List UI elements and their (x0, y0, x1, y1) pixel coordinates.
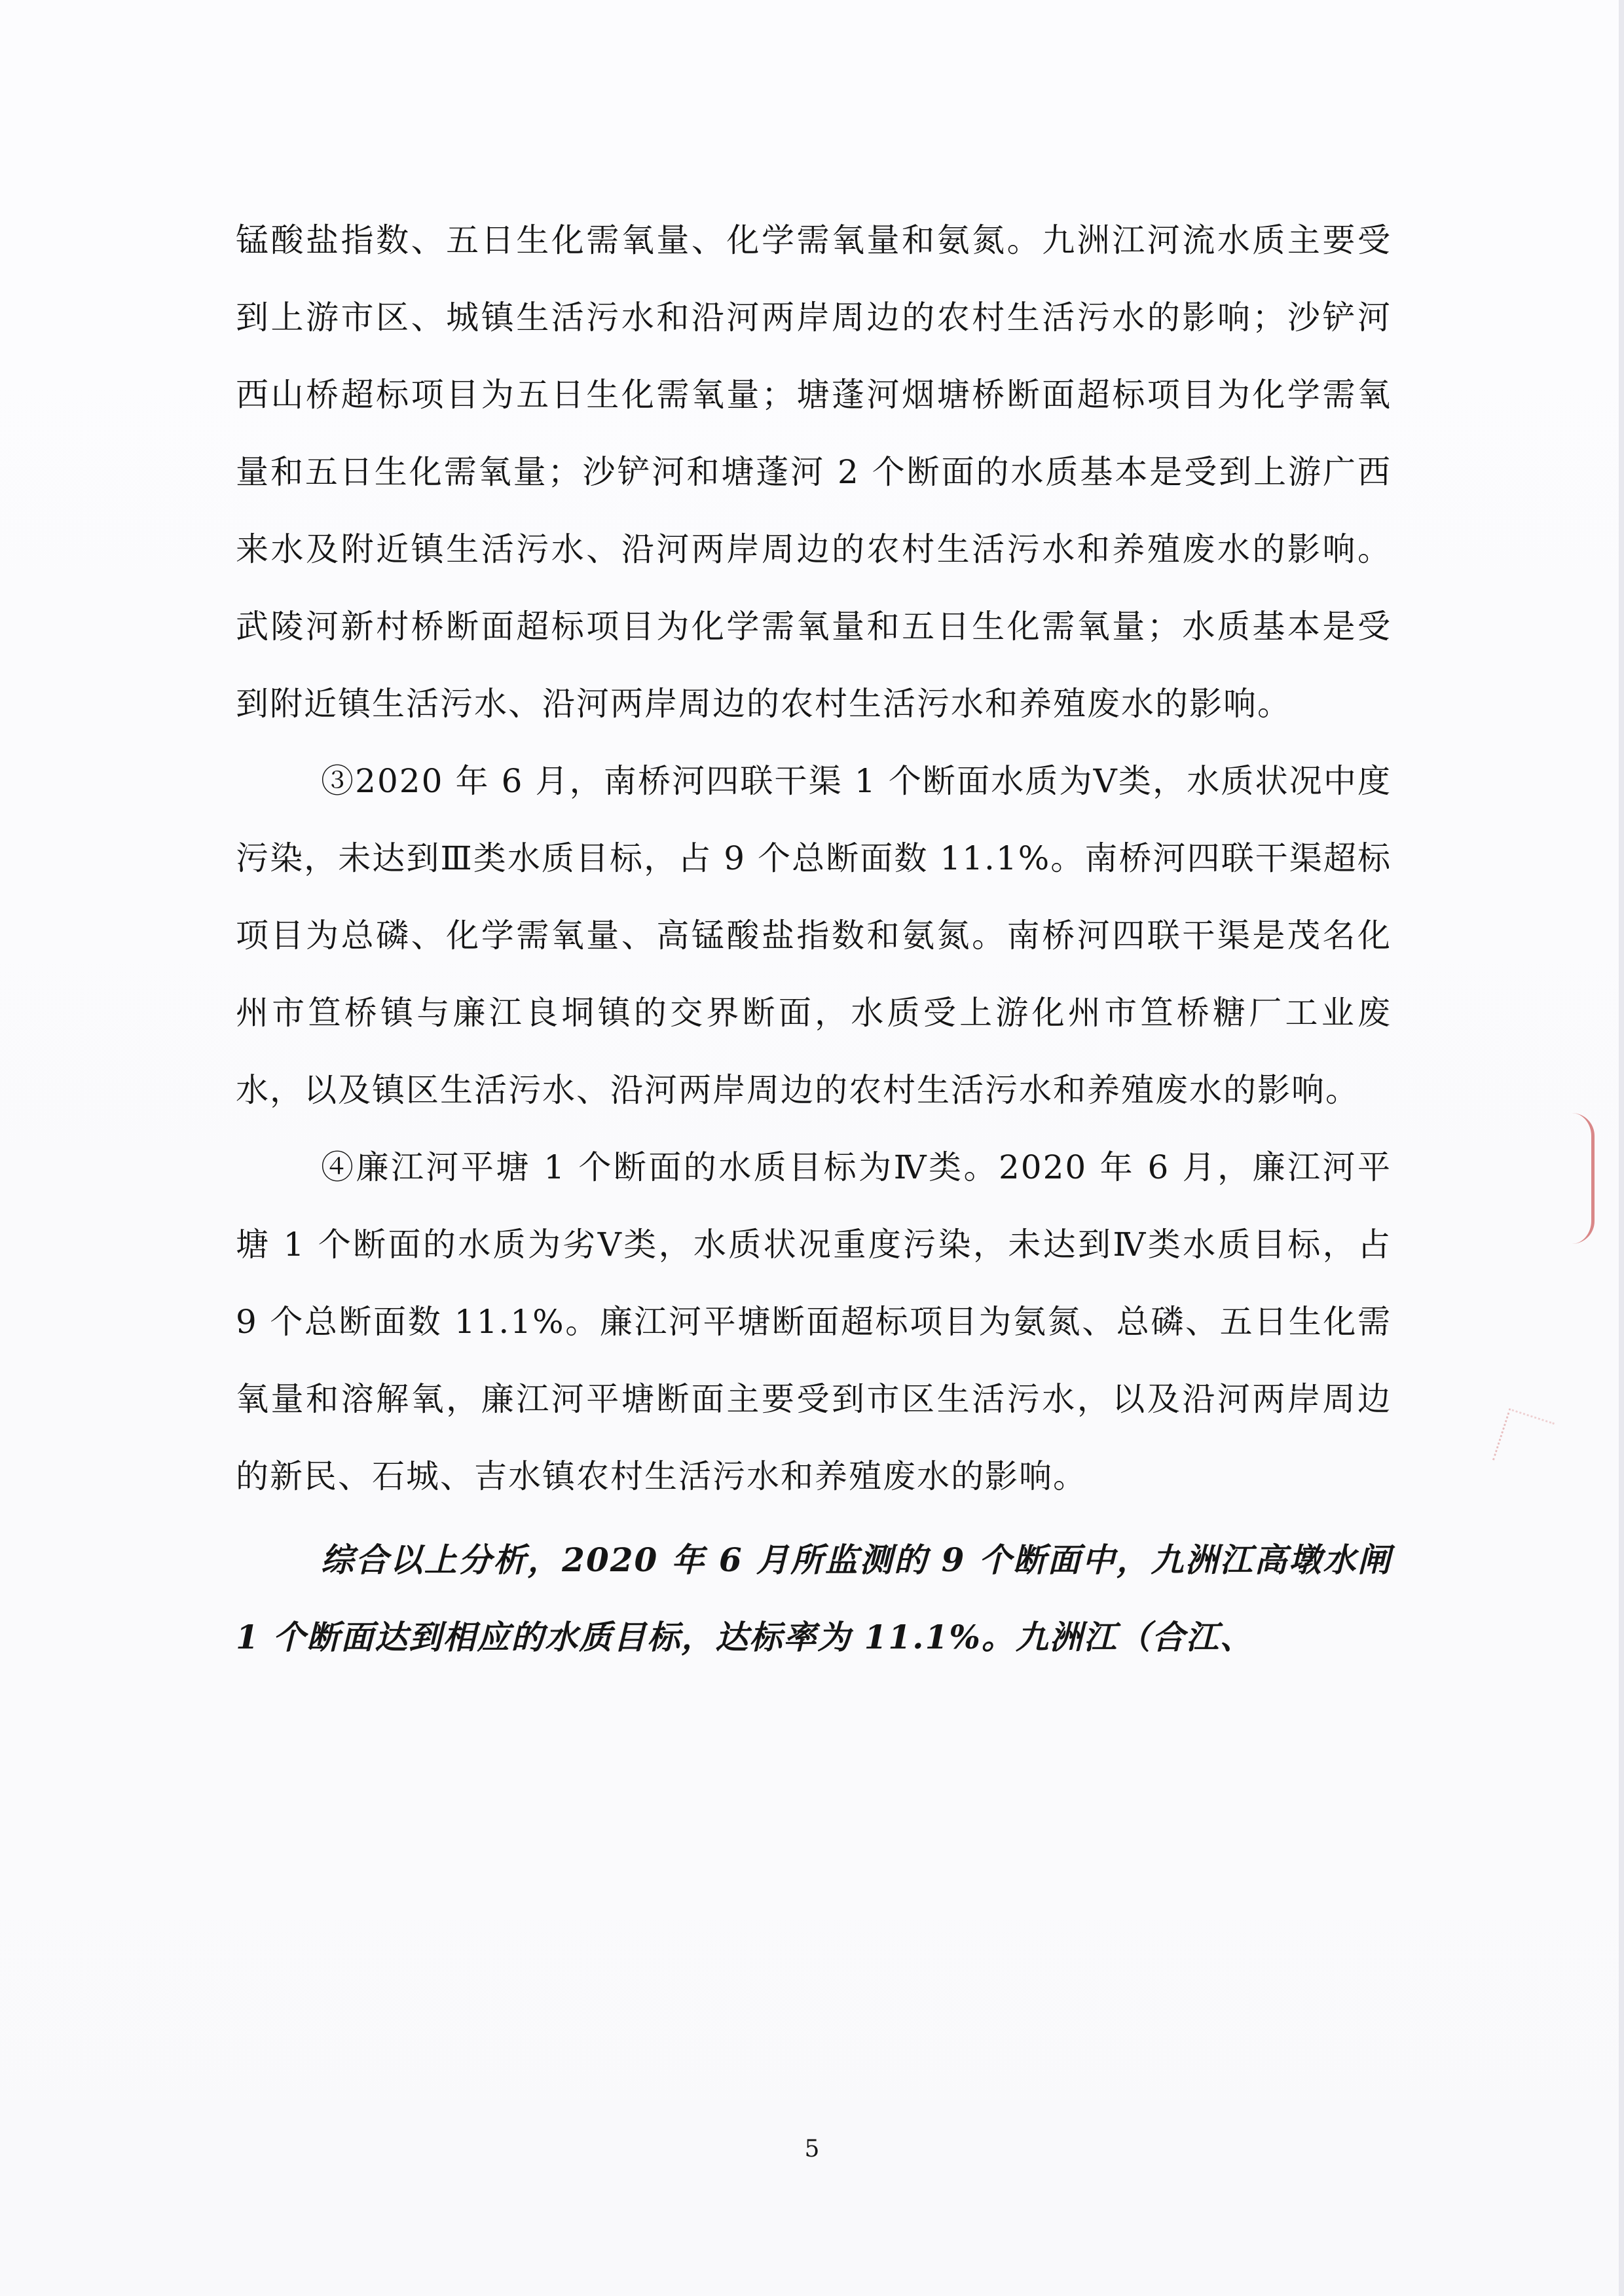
paragraph-continuation: 锰酸盐指数、五日生化需氧量、化学需氧量和氨氮。九洲江河流水质主要受到上游市区、城镇生活污水和沿河两岸周边的农村生活污水的影响；沙铲河西山桥超标项目为五日生化需氧量；塘蓬河烟塘桥断面超标项目为化学需氧量和五日生化需氧量；沙铲河和塘蓬河 2 个断面的水质基本是受到上游广西来水及附近镇生活污水、沿河两岸周边的农村生活污水和养殖废水的影响。武陵河新村桥断面超标项目为化学需氧量和五日生化需氧量；水质基本是受到附近镇生活污水、沿河两岸周边的农村生活污水和养殖废水的影响。 (236, 221, 1392, 723)
body-text (236, 202, 1392, 1676)
paragraph-lianjiang-river: ④廉江河平塘 1 个断面的水质目标为Ⅳ类。2020 年 6 月，廉江河平塘 1 个断面的水质为劣Ⅴ类，水质状况重度污染，未达到Ⅳ类水质目标，占 9 个总断面数 11.1%。廉江河平塘断面超标项目为氨氮、总磷、五日生化需氧量和溶解氧，廉江河平塘断面主要受到市区生活污水，以及沿河两岸周边的新民、石城、吉水镇农村生活污水和养殖废水的影响。 (236, 1148, 1392, 1495)
paragraph-summary: 综合以上分析，2020 年 6 月所监测的 9 个断面中，九洲江高墩水闸 1 个断面达到相应的水质目标，达标率为 11.1%。九洲江（合江、 (236, 1540, 1392, 1656)
seal-stamp-faint-mark (1492, 1408, 1555, 1474)
seal-stamp-fragment (1572, 1113, 1595, 1244)
scan-edge (1619, 0, 1624, 2296)
page-number: 5 (804, 2136, 820, 2162)
paragraph-nanqiao-river: ③2020 年 6 月，南桥河四联干渠 1 个断面水质为Ⅴ类，水质状况中度污染，未达到Ⅲ类水质目标，占 9 个总断面数 11.1%。南桥河四联干渠超标项目为总磷、化学需氧量、高锰酸盐指数和氨氮。南桥河四联干渠是茂名化州市笪桥镇与廉江良垌镇的交界断面，水质受上游化州市笪桥糖厂工业废水，以及镇区生活污水、沿河两岸周边的农村生活污水和养殖废水的影响。 (236, 762, 1392, 1109)
